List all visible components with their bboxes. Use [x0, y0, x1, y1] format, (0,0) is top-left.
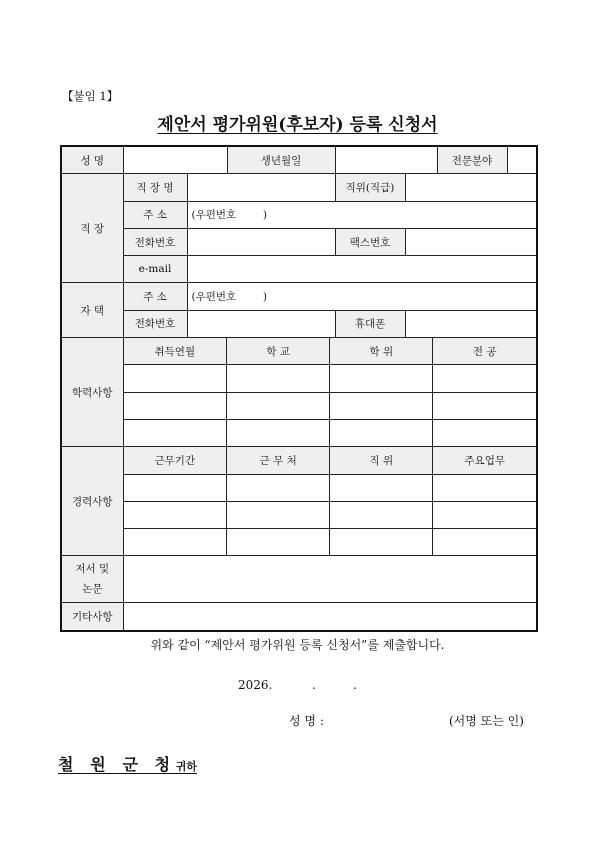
home-address-field[interactable]: (우편번호 ) [187, 283, 537, 310]
fax-label: 팩스번호 [335, 228, 405, 255]
education-grid-cell [123, 338, 537, 447]
name-field[interactable] [123, 146, 227, 174]
submission-statement: 위와 같이 “제안서 평가위원 등록 신청서”를 제출합니다. [150, 638, 445, 652]
birth-label: 생년월일 [227, 146, 335, 174]
workplace-phone-field[interactable] [187, 228, 335, 255]
home-section-label: 자 택 [61, 283, 123, 338]
education-row [124, 419, 537, 446]
workplace-phone-label: 전화번호 [123, 228, 187, 255]
education-section-label: 학력사항 [61, 338, 123, 447]
education-grid [124, 338, 537, 446]
career-cell[interactable] [330, 501, 433, 528]
education-header: 전 공 [433, 338, 536, 365]
career-row [124, 501, 537, 528]
recipient-name: 철 원 군 청 [58, 755, 176, 774]
career-cell[interactable] [433, 529, 536, 556]
education-header: 취득연월 [124, 338, 227, 365]
recipient-suffix: 귀하 [175, 760, 198, 773]
career-cell[interactable] [124, 474, 227, 501]
education-cell[interactable] [227, 392, 330, 419]
education-header: 학 교 [227, 338, 330, 365]
field-field[interactable] [507, 146, 537, 174]
signature-note: (서명 또는 인) [449, 714, 524, 728]
career-header: 근 무 처 [227, 447, 330, 474]
career-cell[interactable] [124, 501, 227, 528]
career-cell[interactable] [227, 474, 330, 501]
publications-label: 저서 및 논문 [61, 556, 123, 603]
date-day-separator: . [353, 678, 357, 692]
education-cell[interactable] [433, 365, 536, 392]
registration-form-table [60, 145, 538, 632]
home-phone-field[interactable] [187, 310, 335, 337]
home-phone-label: 전화번호 [123, 310, 187, 337]
fax-field[interactable] [405, 228, 537, 255]
career-grid-cell [123, 447, 537, 556]
field-label: 전문분야 [437, 146, 507, 174]
education-header: 학 위 [330, 338, 433, 365]
education-row [124, 392, 537, 419]
career-cell[interactable] [330, 474, 433, 501]
education-cell[interactable] [124, 392, 227, 419]
birth-field[interactable] [335, 146, 437, 174]
education-row [124, 365, 537, 392]
publications-field[interactable] [123, 556, 537, 603]
workplace-name-label: 직 장 명 [123, 174, 187, 201]
education-cell[interactable] [330, 392, 433, 419]
career-cell[interactable] [433, 501, 536, 528]
career-row [124, 474, 537, 501]
education-cell[interactable] [124, 419, 227, 446]
career-grid [124, 447, 537, 555]
career-cell[interactable] [227, 501, 330, 528]
career-header: 근무기간 [124, 447, 227, 474]
career-row [124, 529, 537, 556]
career-cell[interactable] [124, 529, 227, 556]
career-header: 직 위 [330, 447, 433, 474]
mobile-label: 휴대폰 [335, 310, 405, 337]
form-title: 제안서 평가위원(후보자) 등록 신청서 [157, 115, 438, 135]
career-cell[interactable] [433, 474, 536, 501]
workplace-address-label: 주 소 [123, 201, 187, 228]
email-label: e-mail [123, 256, 187, 283]
workplace-section-label: 직 장 [61, 174, 123, 283]
name-label: 성 명 [61, 146, 123, 174]
position-field[interactable] [405, 174, 537, 201]
date-year: 2026. [238, 678, 273, 692]
position-label: 직위(직급) [335, 174, 405, 201]
mobile-field[interactable] [405, 310, 537, 337]
education-cell[interactable] [330, 419, 433, 446]
date-month-separator: . [312, 678, 316, 692]
workplace-name-field[interactable] [187, 174, 335, 201]
education-cell[interactable] [330, 365, 433, 392]
other-field[interactable] [123, 603, 537, 631]
education-cell[interactable] [124, 365, 227, 392]
workplace-address-field[interactable]: (우편번호 ) [187, 201, 537, 228]
education-cell[interactable] [227, 365, 330, 392]
signature-name-label: 성 명 : [289, 714, 324, 728]
career-header: 주요업무 [433, 447, 536, 474]
attachment-label: 【붙임 1】 [62, 89, 119, 103]
recipient [58, 752, 197, 775]
education-cell[interactable] [433, 419, 536, 446]
other-label: 기타사항 [61, 603, 123, 631]
career-cell[interactable] [330, 529, 433, 556]
education-cell[interactable] [433, 392, 536, 419]
email-field[interactable] [187, 256, 537, 283]
career-section-label: 경력사항 [61, 447, 123, 556]
education-cell[interactable] [227, 419, 330, 446]
career-cell[interactable] [227, 529, 330, 556]
home-address-label: 주 소 [123, 283, 187, 310]
